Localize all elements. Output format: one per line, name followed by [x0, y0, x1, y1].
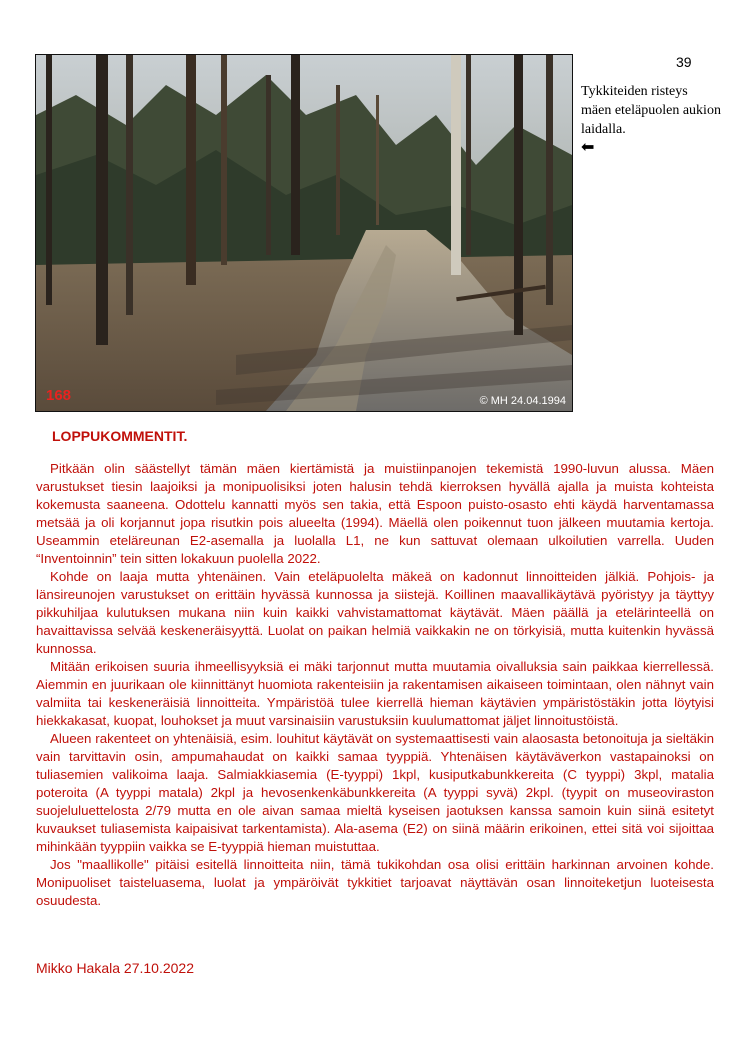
photo-illustration	[36, 55, 572, 411]
left-arrow-icon: ⬅	[581, 139, 595, 156]
paragraph: Kohde on laaja mutta yhtenäinen. Vain eteläpuolelta mäkeä on kadonnut linnoitteiden jälkiä. Pohjois- ja länsireunojen varustukset on erittäin hyvässä kunnossa ja siistejä. Koillinen maavallikäytävä pyöristyy ja täyttyy pikkuhiljaa kulutuksen mukana niin kuin kaikki vahvistamattomat käytävät. Mäen päällä ja etelärinteellä on havaittavissa selvää keskeneräisyyttä. Luolat on paikan helmiä vaikkakin ne on törkyisiä, mutta kuitenkin hyvässä kunnossa.	[36, 569, 714, 656]
paragraph: Pitkään olin säästellyt tämän mäen kiertämistä ja muistiinpanojen tekemistä 1990-luvun alussa. Mäen varustukset tiesin laajoiksi ja monipuolisiksi joten halusin tehdä kierroksen hyvällä ajalla ja muista kohteista kokemusta saaneena. Odottelu kannatti myös sen takia, että Espoon puisto-osasto ehti käydä harventamassa metsää ja oli korjannut jopa risutkin pois alueelta (1994). Mäellä olen poikennut tuon jälkeen muutamia kertoja. Useammin eteläreunan E2-asemalla ja luolalla L1, ne kun sattuvat olemaan ulkoilutien varrella. Uuden “Inventoinnin” tein sitten lokakuun puolella 2022.	[36, 461, 714, 566]
author-signature: Mikko Hakala 27.10.2022	[36, 960, 194, 976]
forest-path-photo	[35, 54, 573, 412]
page-number: 39	[676, 54, 692, 70]
paragraph: Alueen rakenteet on yhtenäisiä, esim. louhitut käytävät on systemaattisesti vain alaosasta betonoituja ja sieltäkin vain tarvittavin osin, ampumahaudat on kaikki samaa tyyppiä. Yhtenäisen käytäväverkon vastapainoksi on tuliasemien valikoima laaja. Salmiakkiasemia (E-tyyppi) 1kpl, kusiputkabunkkereita (C tyyppi) 3kpl, matalia poteroita (A tyyppi matala) 2kpl ja hevosenkenkäbunkkereita (A tyyppi syvä) 2kpl. (tyypit on museoviraston suojeluluettelosta 2/79 mutta en ole aivan samaa mieltä kyseisen jaotuksen kanssa samoin kuin siinä esitetyt kuvaukset tuliasemista kaipaisivat tarkentamista). Ala-asema (E2) on siinä määrin erikoinen, ettei sitä voi sijoittaa mihinkään tyyppiin vaikka se E-tyyppiä hieman muistuttaa.	[36, 731, 714, 854]
caption-text: Tykkiteiden risteys mäen eteläpuolen aukion laidalla.	[581, 84, 721, 137]
photo-credit: © MH 24.04.1994	[479, 395, 566, 407]
photo-caption	[581, 82, 721, 157]
photo-number: 168	[46, 387, 72, 404]
paragraph: Mitään erikoisen suuria ihmeellisyyksiä ei mäki tarjonnut mutta muutamia oivalluksia sain paikkaa kierrellessä. Aiemmin en juurikaan ole kiinnittänyt huomiota rakenteisiin ja rakentamisen aikaiseen toimintaan, olen nähnyt vain valmiita tai keskeneräisiä linnoitteita. Ympäristöä tulee kierrellä hieman käytävien ympäristöstäkin jotta löytyisi hiekkakasat, kuopat, louhokset ja muut varsinaisiin varustuksiin kuulumattomat jäljet linnoitustöistä.	[36, 659, 714, 728]
section-heading: LOPPUKOMMENTIT.	[52, 428, 188, 444]
body-text	[36, 460, 714, 910]
paragraph: Jos "maallikolle" pitäisi esitellä linnoitteita niin, tämä tukikohdan osa olisi erittäin harkinnan arvoinen kohde. Monipuoliset taisteluasema, luolat ja ympäröivät tykkitiet tarjoavat näyttävän osan linnoiteketjun luoteisesta osuudesta.	[36, 857, 714, 908]
